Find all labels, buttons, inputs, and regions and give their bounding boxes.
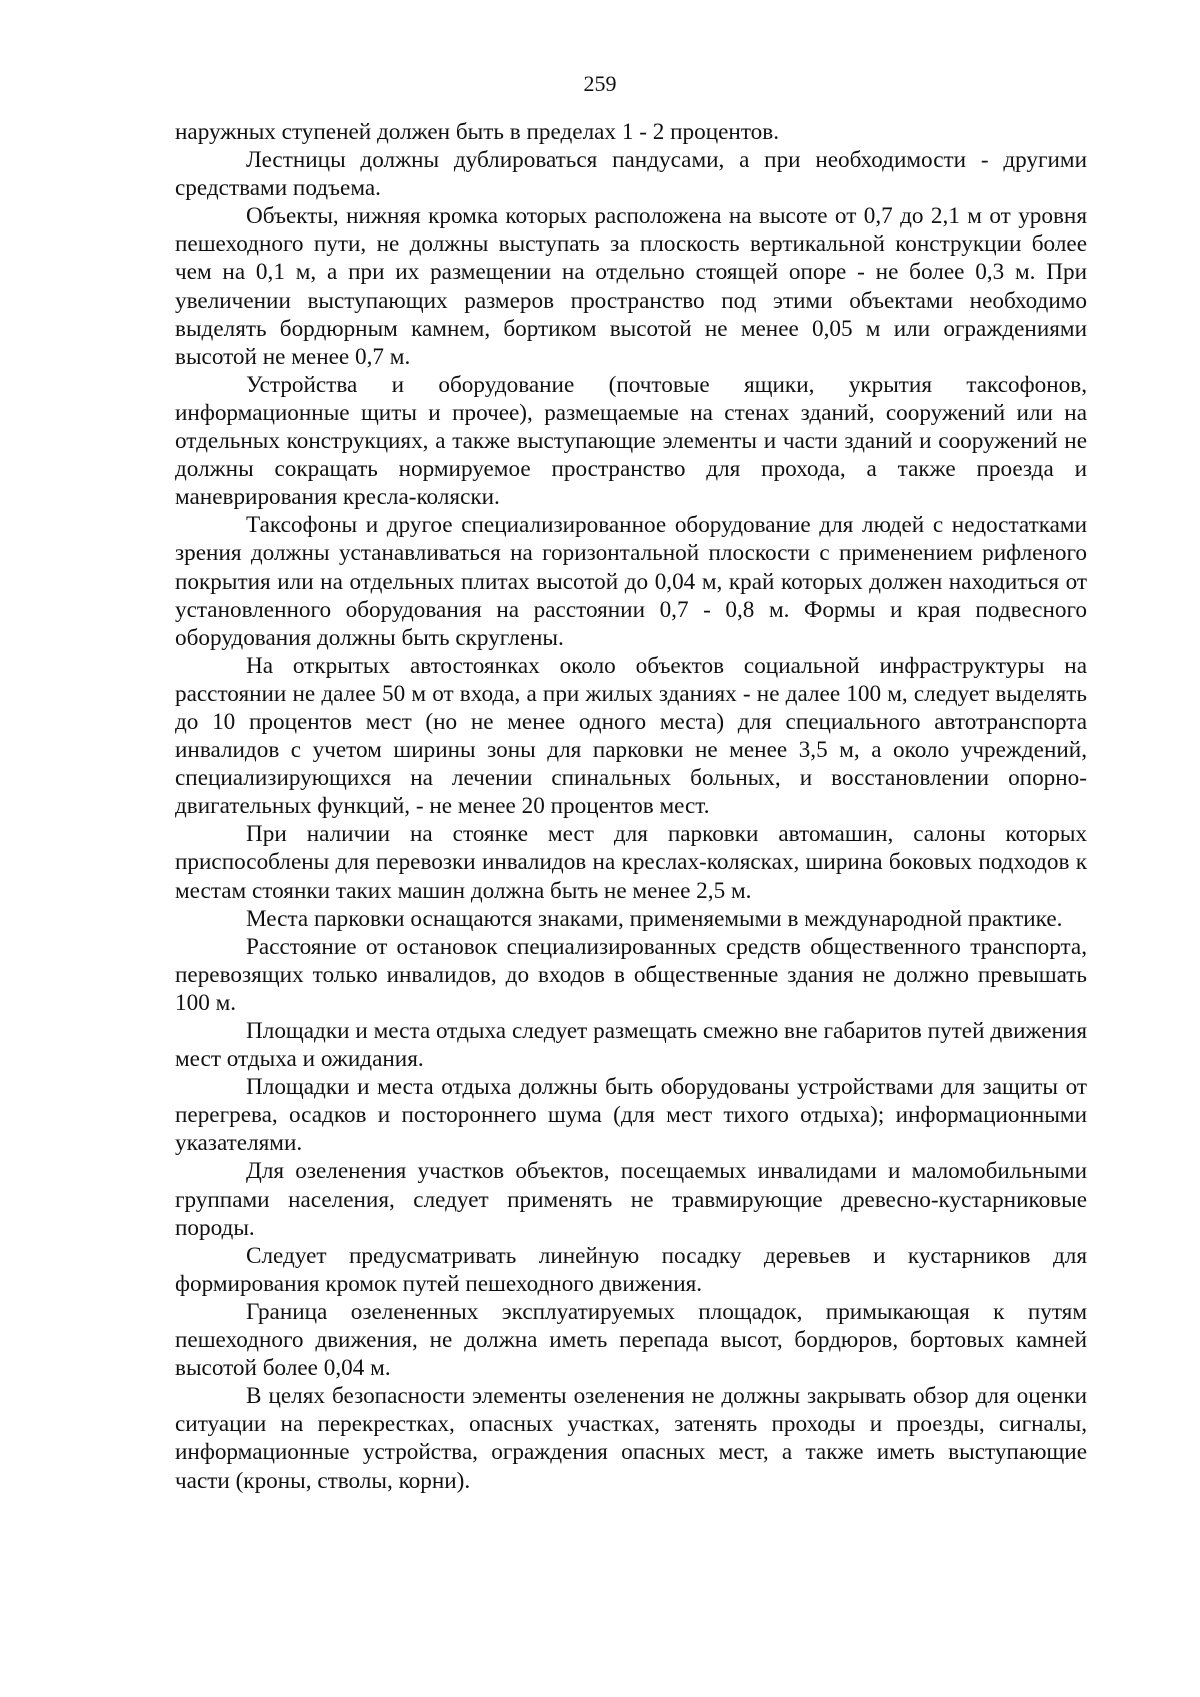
paragraph: В целях безопасности элементы озеленения не должны закрывать обзор для оценки ситуации на перекрестках, опасных участках, затенять проходы и проезды, сигналы, информационные устройства, ограждения опасных мест, а также иметь выступающие части (кроны, стволы, корни). [175, 1383, 1087, 1494]
paragraph: Расстояние от остановок специализированных средств общественного транспорта, перевозящих только инвалидов, до входов в общественные здания не должно превышать 100 м. [175, 933, 1087, 1016]
document-body [175, 118, 1087, 1495]
paragraph: Площадки и места отдыха следует размещать смежно вне габаритов путей движения мест отдыха и ожидания. [175, 1018, 1087, 1073]
paragraph: Устройства и оборудование (почтовые ящики, укрытия таксофонов, информационные щиты и прочее), размещаемые на стенах зданий, сооружений или на отдельных конструкциях, а также выступающие элементы и части зданий и сооружений не должны сокращать нормируемое пространство для прохода, а также проезда и маневрирования кресла-коляски. [175, 371, 1087, 511]
page-number: 259 [583, 71, 617, 96]
paragraph: Для озеленения участков объектов, посещаемых инвалидами и маломобильными группами населения, следует применять не травмирующие древесно-кустарниковые породы. [175, 1158, 1087, 1241]
paragraph: При наличии на стоянке мест для парковки автомашин, салоны которых приспособлены для перевозки инвалидов на креслах-колясках, ширина боковых подходов к местам стоянки таких машин должна быть не менее 2,5 м. [175, 821, 1087, 904]
paragraph: Площадки и места отдыха должны быть оборудованы устройствами для защиты от перегрева, осадков и постороннего шума (для мест тихого отдыха); информационными указателями. [175, 1074, 1087, 1157]
paragraph: Граница озелененных эксплуатируемых площадок, примыкающая к путям пешеходного движения, не должна иметь перепада высот, бордюров, бортовых камней высотой более 0,04 м. [175, 1298, 1087, 1382]
paragraph: На открытых автостоянках около объектов социальной инфраструктуры на расстоянии не далее 50 м от входа, а при жилых зданиях - не далее 100 м, следует выделять до 10 процентов мест (но не менее одного места) для специального автотранспорта инвалидов с учетом ширины зоны для парковки не менее 3,5 м, а около учреждений, специализирующихся на лечении спинальных больных, и восстановлении опорно-двигательных функций, - не менее 20 процентов мест. [175, 652, 1087, 820]
paragraph: наружных ступеней должен быть в пределах 1 - 2 процентов. [175, 119, 779, 145]
paragraph: Места парковки оснащаются знаками, применяемыми в международной практике. [246, 905, 1063, 932]
paragraph: Лестницы должны дублироваться пандусами, а при необходимости - другими средствами подъема. [175, 147, 1087, 202]
paragraph: Следует предусматривать линейную посадку деревьев и кустарников для формирования кромок путей пешеходного движения. [175, 1242, 1087, 1297]
paragraph: Таксофоны и другое специализированное оборудование для людей с недостатками зрения должны устанавливаться на горизонтальной плоскости с применением рифленого покрытия или на отдельных плитах высотой до 0,04 м, край которых должен находиться от установленного оборудования на расстоянии 0,7 - 0,8 м. Формы и края подвесного оборудования должны быть скруглены. [175, 512, 1087, 651]
paragraph: Объекты, нижняя кромка которых расположена на высоте от 0,7 до 2,1 м от уровня пешеходного пути, не должны выступать за плоскость вертикальной конструкции более чем на 0,1 м, а при их размещении на отдельно стоящей опоре - не более 0,3 м. При увеличении выступающих размеров пространство под этими объектами необходимо выделять бордюрным камнем, бортиком высотой не менее 0,05 м или ограждениями высотой не менее 0,7 м. [175, 203, 1087, 370]
